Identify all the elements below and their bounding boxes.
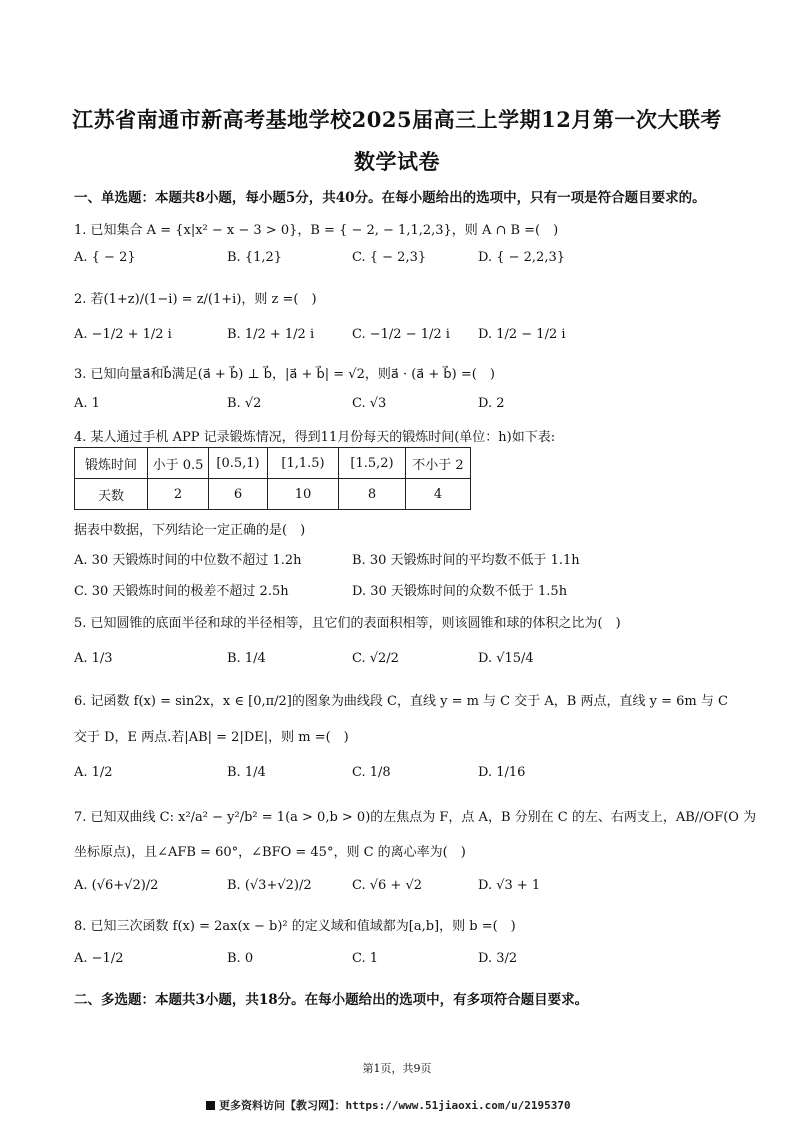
table-header-cell: [0.5,1) <box>209 448 268 479</box>
q3-option-b: B. √2 <box>227 396 262 411</box>
table-row <box>75 479 471 510</box>
exam-subtitle: 数学试卷 <box>354 149 440 174</box>
question-1-stem: 1. 已知集合 A = {x|x² − x − 3 > 0}，B = { − 2, − 1,1,2,3}，则 A ∩ B =( ) <box>74 223 559 238</box>
q1-option-b: B. {1,2} <box>227 250 283 265</box>
table-cell: 10 <box>268 479 339 510</box>
table-cell: 4 <box>406 479 471 510</box>
question-6-stem-line2: 交于 D，E 两点.若|AB| = 2|DE|，则 m =( ) <box>74 730 349 745</box>
q1-option-c: C. { − 2,3} <box>352 250 427 265</box>
table-header-cell: [1,1.5) <box>268 448 339 479</box>
table-header-cell: 小于 0.5 <box>148 448 209 479</box>
page-number: 第1页，共9页 <box>362 1062 432 1075</box>
question-6-stem-line1: 6. 记函数 f(x) = sin2x，x ∈ [0,π/2]的图象为曲线段 C，直线 y = m 与 C 交于 A，B 两点，直线 y = 6m 与 C <box>74 694 728 709</box>
q4-option-d: D. 30 天锻炼时间的众数不低于 1.5h <box>352 584 568 599</box>
section-multi-choice-heading: 二、多选题：本题共3小题，共18分。在每小题给出的选项中，有多项符合题目要求。 <box>74 992 589 1008</box>
q5-option-d: D. √15/4 <box>478 651 534 666</box>
q3-option-a: A. 1 <box>74 396 100 411</box>
question-3-stem: 3. 已知向量a⃗和b⃗满足(a⃗ + b⃗) ⊥ b⃗，|a⃗ + b⃗| = √2，则a⃗ · (a⃗ + b⃗) =( ) <box>74 367 495 382</box>
section-single-choice-heading: 一、单选题：本题共8小题，每小题5分，共40分。在每小题给出的选项中，只有一项是符合题目要求的。 <box>74 190 706 206</box>
q7-option-b: B. (√3+√2)/2 <box>227 878 312 893</box>
q2-option-c: C. −1/2 − 1/2 i <box>352 327 450 342</box>
q5-option-a: A. 1/3 <box>74 651 113 666</box>
q7-option-d: D. √3 + 1 <box>478 878 541 893</box>
exam-title: 江苏省南通市新高考基地学校2025届高三上学期12月第一次大联考 <box>72 107 722 132</box>
q8-option-a: A. −1/2 <box>74 951 124 966</box>
q3-option-d: D. 2 <box>478 396 505 411</box>
table-cell: 2 <box>148 479 209 510</box>
q1-option-d: D. { − 2,2,3} <box>478 250 566 265</box>
q7-option-a: A. (√6+√2)/2 <box>74 878 159 893</box>
question-7-stem-line1: 7. 已知双曲线 C: x²/a² − y²/b² = 1(a > 0,b > 0)的左焦点为 F，点 A，B 分别在 C 的左、右两支上，AB//OF(O 为 <box>74 810 757 825</box>
q7-option-c: C. √6 + √2 <box>352 878 423 893</box>
q8-option-b: B. 0 <box>227 951 254 966</box>
table-cell: 6 <box>209 479 268 510</box>
question-5-stem: 5. 已知圆锥的底面半径和球的半径相等，且它们的表面积相等，则该圆锥和球的体积之比为( ) <box>74 616 621 631</box>
q4-option-a: A. 30 天锻炼时间的中位数不超过 1.2h <box>74 553 302 568</box>
table-header-row <box>75 448 471 479</box>
q3-option-c: C. √3 <box>352 396 387 411</box>
q6-option-d: D. 1/16 <box>478 765 526 780</box>
q5-option-b: B. 1/4 <box>227 651 266 666</box>
q8-option-c: C. 1 <box>352 951 379 966</box>
q2-option-a: A. −1/2 + 1/2 i <box>74 327 172 342</box>
exercise-time-table <box>74 447 471 510</box>
q2-option-d: D. 1/2 − 1/2 i <box>478 327 566 342</box>
resource-link-text[interactable]: 更多资料访问【教习网】：https://www.51jiaoxi.com/u/2195370 <box>219 1099 571 1112</box>
q4-option-c: C. 30 天锻炼时间的极差不超过 2.5h <box>74 584 289 599</box>
resource-link-banner[interactable] <box>206 1097 571 1113</box>
question-8-stem: 8. 已知三次函数 f(x) = 2ax(x − b)² 的定义域和值域都为[a,b]，则 b =( ) <box>74 919 516 934</box>
q6-option-b: B. 1/4 <box>227 765 266 780</box>
q4-option-b: B. 30 天锻炼时间的平均数不低于 1.1h <box>352 553 580 568</box>
q1-option-a: A. { − 2} <box>74 250 136 265</box>
question-4-prompt: 据表中数据，下列结论一定正确的是( ) <box>74 523 306 538</box>
table-cell: 天数 <box>75 479 148 510</box>
flag-icon <box>206 1101 215 1110</box>
q6-option-a: A. 1/2 <box>74 765 113 780</box>
question-7-stem-line2: 坐标原点)，且∠AFB = 60°，∠BFO = 45°，则 C 的离心率为( ) <box>74 845 466 860</box>
table-cell: 8 <box>339 479 406 510</box>
question-2-stem: 2. 若(1+z)/(1−i) = z/(1+i)，则 z =( ) <box>74 292 317 307</box>
table-header-cell: 不小于 2 <box>406 448 471 479</box>
q2-option-b: B. 1/2 + 1/2 i <box>227 327 315 342</box>
q6-option-c: C. 1/8 <box>352 765 391 780</box>
table-header-cell: 锻炼时间 <box>75 448 148 479</box>
question-4-stem: 4. 某人通过手机 APP 记录锻炼情况，得到11月份每天的锻炼时间(单位：h)如下表: <box>74 430 556 445</box>
q5-option-c: C. √2/2 <box>352 651 399 666</box>
table-header-cell: [1.5,2) <box>339 448 406 479</box>
q8-option-d: D. 3/2 <box>478 951 518 966</box>
